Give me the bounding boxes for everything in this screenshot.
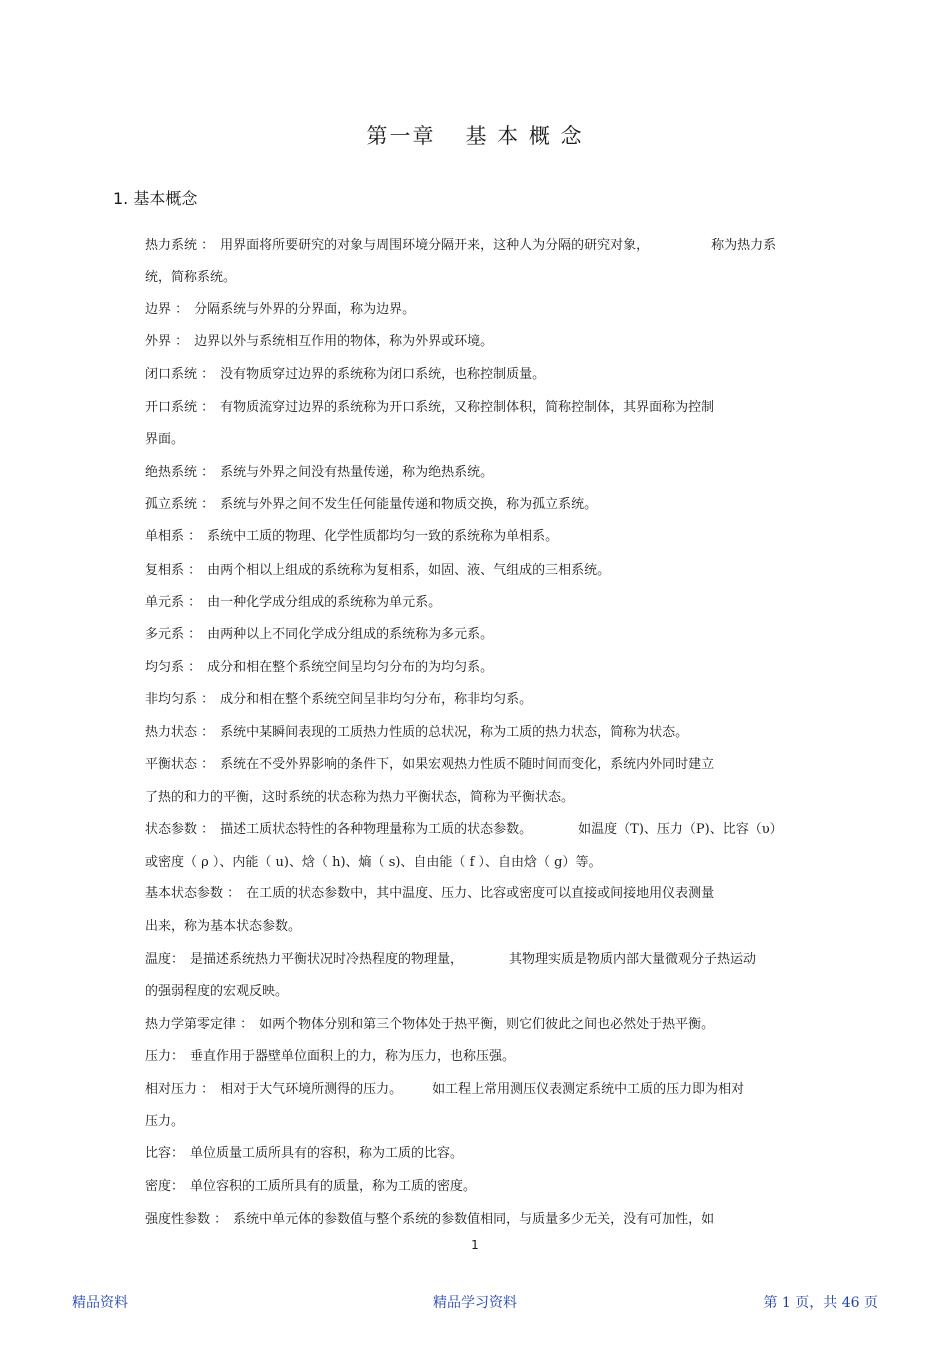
definition-tail: 如温度（T)、压力（P)、比容（υ） <box>578 822 783 837</box>
definition-tail: 其物理实质是物质内部大量微观分子热运动 <box>509 952 757 967</box>
definition-term: 热力系统 ： <box>145 238 215 253</box>
definition-line <box>145 298 415 317</box>
definition-line <box>145 428 184 447</box>
footer-page-count: 第 1 页，共 46 页 <box>763 1295 878 1311</box>
definition-line <box>145 330 493 349</box>
definition-text: 系统中某瞬间表现的工质热力性质的总状况，称为工质的热力状态，简称为状态。 <box>220 725 689 740</box>
definition-term: 密度： <box>145 1179 185 1194</box>
definition-term: 外界 ： <box>145 334 189 349</box>
definition-line <box>145 234 776 253</box>
page-title <box>0 120 950 150</box>
definition-text: 的强弱程度的宏观反映。 <box>145 984 289 999</box>
definition-text: 描述工质状态特性的各种物理量称为工质的状态参数。 <box>220 822 533 837</box>
definition-term: 非均匀系 ： <box>145 692 215 707</box>
definition-line <box>145 623 493 642</box>
definition-line <box>145 1078 744 1097</box>
definition-text: 了热的和力的平衡，这时系统的状态称为热力平衡状态，简称为平衡状态。 <box>145 790 575 805</box>
footer-left-label: 精品资料 <box>72 1295 128 1311</box>
definition-line <box>145 363 545 382</box>
page-number: 1 <box>471 1238 479 1252</box>
definition-line <box>145 266 236 285</box>
definition-text: 分隔系统与外界的分界面，称为边界。 <box>194 302 416 317</box>
definition-text: 压力。 <box>145 1114 185 1129</box>
definition-term: 强度性参数 ： <box>145 1212 228 1227</box>
definition-text: 是描述系统热力平衡状况时冷热程度的物理量， <box>190 952 464 967</box>
definition-term: 状态参数 ： <box>145 822 215 837</box>
definition-term: 单元系 ： <box>145 595 202 610</box>
definition-text: 由一种化学成分组成的系统称为单元系。 <box>207 595 442 610</box>
definition-text: 统，简称系统。 <box>145 270 237 285</box>
definition-line <box>145 688 532 707</box>
definition-term: 温度： <box>145 952 185 967</box>
definition-line <box>145 1208 714 1227</box>
definition-line <box>145 882 714 901</box>
definition-line <box>145 948 756 967</box>
definition-line <box>145 559 610 578</box>
definition-text: 在工质的状态参数中，其中温度、压力、比容或密度可以直接或间接地用仪表测量 <box>246 886 715 901</box>
chapter-subject: 基 本 概 念 <box>465 124 584 148</box>
definition-text: 边界以外与系统相互作用的物体，称为外界或环境。 <box>194 334 494 349</box>
definition-text: 系统与外界之间不发生任何能量传递和物质交换，称为孤立系统。 <box>220 497 598 512</box>
definition-term: 闭口系统 ： <box>145 367 215 382</box>
definition-text: 用界面将所要研究的对象与周围环境分隔开来，这种人为分隔的研究对象， <box>220 238 650 253</box>
definition-text: 有物质流穿过边界的系统称为开口系统，又称控制体积，简称控制体，其界面称为控制 <box>220 400 715 415</box>
definition-term: 基本状态参数 ： <box>145 886 241 901</box>
definition-line <box>145 721 688 740</box>
definition-text: 或密度（ ρ ）、内能（ u)、焓（ h)、熵（ s)、自由能（ f ）、自由焓（ g）等。 <box>145 855 602 870</box>
definition-line <box>145 1045 515 1064</box>
definition-tail: 称为热力系 <box>711 238 777 253</box>
definition-text: 单位容积的工质所具有的质量，称为工质的密度。 <box>190 1179 477 1194</box>
definition-text: 没有物质穿过边界的系统称为闭口系统，也称控制质量。 <box>220 367 546 382</box>
definition-term: 压力： <box>145 1049 185 1064</box>
section-heading: 1. 基本概念 <box>113 189 198 208</box>
definition-tail: 如工程上常用测压仪表测定系统中工质的压力即为相对 <box>432 1082 745 1097</box>
definition-term: 单相系 ： <box>145 529 202 544</box>
definition-line <box>145 1142 463 1161</box>
definition-line <box>145 980 288 999</box>
definition-line <box>145 915 301 934</box>
definition-text: 系统中工质的物理、化学性质都均匀一致的系统称为单相系。 <box>207 529 559 544</box>
definition-line <box>145 396 714 415</box>
definition-line <box>145 525 558 544</box>
definition-term: 复相系 ： <box>145 563 202 578</box>
definition-term: 热力学第零定律 ： <box>145 1017 254 1032</box>
footer-center-label: 精品学习资料 <box>433 1295 517 1311</box>
definition-text: 成分和相在整个系统空间呈均匀分布的为均匀系。 <box>207 660 494 675</box>
definition-line <box>145 656 493 675</box>
definition-line <box>145 851 601 870</box>
definition-line <box>145 1175 476 1194</box>
definition-line <box>145 818 783 837</box>
definition-text: 由两种以上不同化学成分组成的系统称为多元系。 <box>207 627 494 642</box>
definition-text: 相对于大气环境所测得的压力。 <box>220 1082 403 1097</box>
definition-term: 比容： <box>145 1146 185 1161</box>
definition-text: 垂直作用于器壁单位面积上的力，称为压力，也称压强。 <box>190 1049 516 1064</box>
definition-text: 由两个相以上组成的系统称为复相系，如固、液、气组成的三相系统。 <box>207 563 611 578</box>
definition-line <box>145 786 574 805</box>
definition-term: 绝热系统 ： <box>145 465 215 480</box>
definition-text: 单位质量工质所具有的容积，称为工质的比容。 <box>190 1146 464 1161</box>
definition-term: 平衡状态 ： <box>145 757 215 772</box>
definition-text: 系统与外界之间没有热量传递，称为绝热系统。 <box>220 465 494 480</box>
definition-text: 系统在不受外界影响的条件下，如果宏观热力性质不随时间而变化，系统内外同时建立 <box>220 757 715 772</box>
definition-text: 界面。 <box>145 432 185 447</box>
definition-term: 开口系统 ： <box>145 400 215 415</box>
definition-term: 相对压力 ： <box>145 1082 215 1097</box>
definition-line <box>145 1110 184 1129</box>
definition-line <box>145 753 714 772</box>
definition-text: 成分和相在整个系统空间呈非均匀分布，称非均匀系。 <box>220 692 533 707</box>
definition-term: 孤立系统 ： <box>145 497 215 512</box>
definition-term: 均匀系 ： <box>145 660 202 675</box>
definition-text: 系统中单元体的参数值与整个系统的参数值相同，与质量多少无关，没有可加性，如 <box>233 1212 715 1227</box>
definition-text: 出来，称为基本状态参数。 <box>145 919 302 934</box>
definition-term: 边界 ： <box>145 302 189 317</box>
chapter-label: 第一章 <box>366 124 436 148</box>
definition-line <box>145 461 493 480</box>
definition-term: 多元系 ： <box>145 627 202 642</box>
definition-term: 热力状态 ： <box>145 725 215 740</box>
definition-line <box>145 1013 714 1032</box>
definition-line <box>145 493 597 512</box>
definition-text: 如两个物体分别和第三个物体处于热平衡，则它们彼此之间也必然处于热平衡。 <box>259 1017 715 1032</box>
definition-line <box>145 591 441 610</box>
